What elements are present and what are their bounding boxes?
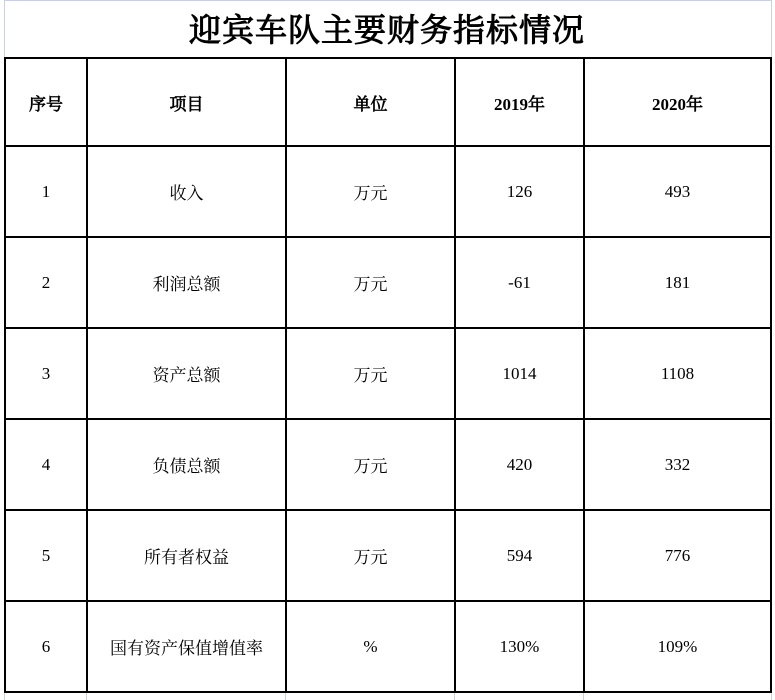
cell-2020: 181 (584, 237, 771, 328)
cell-item: 国有资产保值增值率 (87, 601, 286, 692)
table-header-row (5, 58, 771, 146)
cell-2019: 126 (455, 146, 584, 237)
cell-index: 4 (5, 419, 87, 510)
cell-unit: 万元 (286, 237, 455, 328)
table-row (5, 419, 771, 510)
cell-2020: 332 (584, 419, 771, 510)
cell-item: 资产总额 (87, 328, 286, 419)
cell-index: 2 (5, 237, 87, 328)
table-row (5, 328, 771, 419)
cell-index: 3 (5, 328, 87, 419)
cell-unit: % (286, 601, 455, 692)
cell-unit: 万元 (286, 419, 455, 510)
cell-index: 6 (5, 601, 87, 692)
cell-2020: 109% (584, 601, 771, 692)
cell-2020: 1108 (584, 328, 771, 419)
cell-unit: 万元 (286, 510, 455, 601)
cell-2019: 420 (455, 419, 584, 510)
cell-2019: 1014 (455, 328, 584, 419)
gridline (583, 693, 584, 700)
financial-indicators-table (4, 57, 772, 693)
cell-2019: -61 (455, 237, 584, 328)
cell-index: 5 (5, 510, 87, 601)
table-row (5, 601, 771, 692)
page-title: 迎宾车队主要财务指标情况 (188, 12, 585, 48)
table-row (5, 510, 771, 601)
cell-item: 收入 (87, 146, 286, 237)
table-row (5, 146, 771, 237)
gridline (4, 693, 5, 700)
header-cell-index: 序号 (5, 58, 87, 146)
header-cell-unit: 单位 (286, 58, 455, 146)
cell-2020: 493 (584, 146, 771, 237)
gridline (285, 693, 286, 700)
header-cell-2019: 2019年 (455, 58, 584, 146)
cell-unit: 万元 (286, 328, 455, 419)
cell-2019: 594 (455, 510, 584, 601)
cell-unit: 万元 (286, 146, 455, 237)
header-cell-item: 项目 (87, 58, 286, 146)
cell-item: 利润总额 (87, 237, 286, 328)
gridline (454, 693, 455, 700)
cell-2020: 776 (584, 510, 771, 601)
table-row (5, 237, 771, 328)
cell-item: 所有者权益 (87, 510, 286, 601)
cell-2019: 130% (455, 601, 584, 692)
header-cell-2020: 2020年 (584, 58, 771, 146)
cell-index: 1 (5, 146, 87, 237)
gridline (86, 693, 87, 700)
cell-item: 负债总额 (87, 419, 286, 510)
